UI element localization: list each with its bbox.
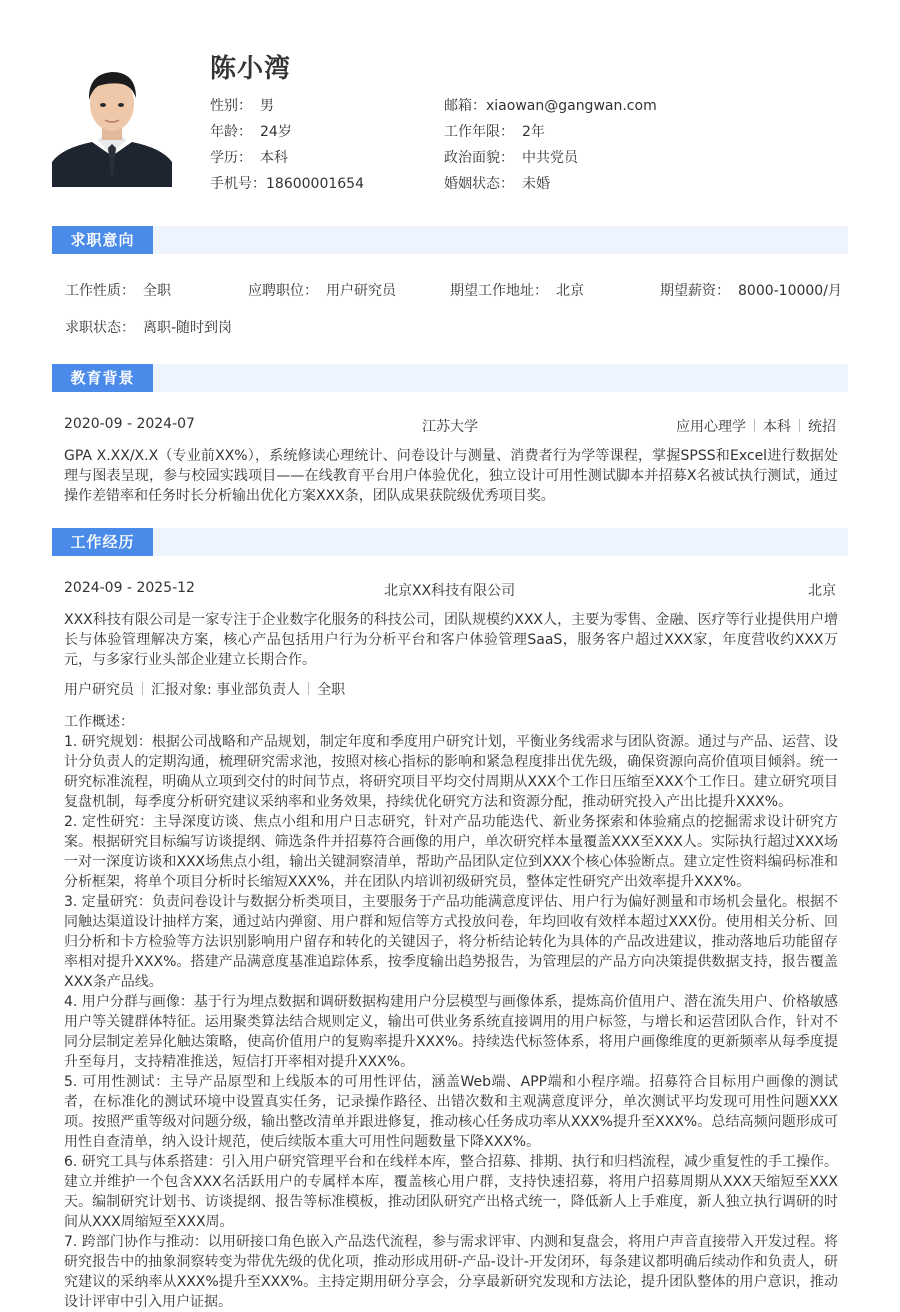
gender-field: 性别： 男 (210, 98, 274, 114)
political-status-field: 政治面貌： 中共党员 (444, 150, 578, 166)
work-years-field: 工作年限： 2年 (444, 124, 545, 140)
section-header-education (52, 364, 848, 392)
education-description: GPA X.XX/X.X（专业前XX%），系统修读心理统计、问卷设计与测量、消费者行为学等课程，掌握SPSS和Excel进行数据处理与图表呈现，参与校园实践项目——在线教育平台用户体验优化，独立设计可用性测试脚本并招募X名被试执行测试，通过操作差错率和任务时长分析输出优化方案XXX条，团队成果获院级优秀项目奖。 (64, 448, 838, 504)
section-title-education: 教育背景 (52, 364, 153, 392)
education-school: 江苏大学 (422, 419, 478, 435)
resume-header (52, 40, 852, 190)
overview-point-3: 3. 定量研究：负责问卷设计与数据分析类项目，主要服务于产品功能满意度评估、用户行为偏好测量和市场机会量化。根据不同触达渠道设计抽样方案，通过站内弹窗、用户群和短信等方式投放问卷，年均回收有效样本超过XXX份。使用相关分析、回归分析和卡方检验等方法识别影响用户留存和转化的关键因子，将分析结论转化为具体的产品改进建议，推动落地后功能留存率相对提升XXX%。搭建产品满意度基准追踪体系，按季度输出趋势报告，为管理层的产品方向决策提供数据支持，报告覆盖XXX条产品线。 (64, 894, 838, 990)
marital-status-field: 婚姻状态： 未婚 (444, 176, 550, 192)
education-level-field: 学历： 本科 (210, 150, 288, 166)
avatar-photo (52, 52, 172, 187)
overview-point-4: 4. 用户分群与画像：基于行为埋点数据和调研数据构建用户分层模型与画像体系，提炼高价值用户、潜在流失用户、价格敏感用户等关键群体特征。运用聚类算法结合规则定义，输出可供业务系统直接调用的用户标签，与增长和运营团队合作，针对不同分层制定差异化触达策略，使高价值用户的复购率提升XXX%。持续迭代标签体系，将用户画像维度的更新频率从每季度提升至每月，支持精准推送，短信打开率相对提升XXX%。 (64, 994, 838, 1070)
intention-status: 求职状态： 离职-随时到岗 (65, 320, 233, 336)
overview-point-6: 6. 研究工具与体系搭建：引入用户研究管理平台和在线样本库，整合招募、排期、执行和归档流程，减少重复性的手工操作。建立并维护一个包含XXX名活跃用户的专属样本库，覆盖核心用户群，支持快速招募，将用户招募周期从XXX天缩短至XXX天。编制研究计划书、访谈提纲、报告等标准模板，推动团队研究产出格式统一，降低新人上手难度，新人独立执行调研的时间从XXX周缩短至XXX周。 (64, 1154, 838, 1230)
intention-position: 应聘职位： 用户研究员 (248, 283, 396, 299)
age-field: 年龄： 24岁 (210, 124, 292, 140)
work-overview (64, 712, 838, 1312)
overview-point-7: 7. 跨部门协作与推动：以用研接口角色嵌入产品迭代流程，参与需求评审、内测和复盘会，将用户声音直接带入开发过程。将研究报告中的抽象洞察转变为带优先级的优化项，推动形成用研-产品-设计-开发闭环，每条建议都明确后续动作和负责人，研究建议的采纳率从XXX%提升至XXX%。主持定期用研分享会，分享最新研究发现和方法论，提升团队整体的用户意识，推动设计评审中引入用户证据。 (64, 1234, 838, 1310)
overview-point-1: 1. 研究规划：根据公司战略和产品规划，制定年度和季度用户研究计划，平衡业务线需求与团队资源。通过与产品、运营、设计分负责人的定期沟通，梳理研究需求池，按照对核心指标的影响和紧急程度排出优先级，确保资源向高价值项目倾斜。统一研究标准流程，明确从立项到交付的时间节点，将研究项目平均交付周期从XXX个工作日压缩至XXX个工作日。建立研究项目复盘机制，每季度分析研究建议采纳率和业务效果，持续优化研究方法和资源分配，推动研究投入产出比提升XXX%。 (64, 734, 838, 810)
overview-point-5: 5. 可用性测试：主导产品原型和上线版本的可用性评估，涵盖Web端、APP端和小程序端。招募符合目标用户画像的测试者，在标准化的测试环境中设置真实任务，记录操作路径、出错次数和主观满意度评分，单次测试平均发现可用性问题XXX项。按照严重等级对问题分级，输出整改清单并跟进修复，推动核心任务成功率从XXX%提升至XXX%。总结高频问题形成可用性自查清单，纳入设计规范，使后续版本重大可用性问题数量下降XXX%。 (64, 1074, 838, 1150)
work-city: 北京 (808, 583, 836, 599)
section-title-work: 工作经历 (52, 528, 153, 556)
work-company: 北京XX科技有限公司 (384, 583, 516, 599)
work-role-meta: 用户研究员 汇报对象: 事业部负责人 全职 (64, 682, 346, 698)
intention-salary: 期望薪资： 8000-10000/月 (660, 283, 842, 299)
overview-title: 工作概述： (64, 714, 134, 730)
person-portrait-icon (52, 52, 172, 187)
work-period: 2024-09 - 2025-12 (64, 580, 195, 596)
education-meta: 应用心理学 本科 统招 (676, 419, 836, 435)
section-header-intention (52, 226, 848, 254)
intention-location: 期望工作地址： 北京 (450, 283, 584, 299)
email-field: 邮箱：xiaowan@gangwan.com (444, 98, 657, 114)
overview-point-2: 2. 定性研究：主导深度访谈、焦点小组和用户日志研究，针对产品功能迭代、新业务探索和体验痛点的挖掘需求设计研究方案。根据研究目标编写访谈提纲、筛选条件并招募符合画像的用户，单次研究样本量覆盖XXX至XXX人。实际执行超过XXX场一对一深度访谈和XXX场焦点小组，输出关键洞察清单，帮助产品团队定位到XXX个核心体验断点。建立定性资料编码标准和分析框架，将单个项目分析时长缩短XXX%，并在团队内培训初级研究员，整体定性研究产出效率提升XXX%。 (64, 814, 838, 890)
section-header-work (52, 528, 848, 556)
section-title-intention: 求职意向 (52, 226, 153, 254)
phone-field: 手机号：18600001654 (210, 176, 364, 192)
company-description: XXX科技有限公司是一家专注于企业数字化服务的科技公司，团队规模约XXX人，主要为零售、金融、医疗等行业提供用户增长与体验管理解决方案，核心产品包括用户行为分析平台和客户体验管理SaaS，服务客户超过XXX家，年度营收约XXX万元，与多家行业头部企业建立长期合作。 (64, 612, 838, 668)
candidate-name: 陈小湾 (210, 54, 292, 84)
education-period: 2020-09 - 2024-07 (64, 416, 195, 432)
intention-job-type: 工作性质： 全职 (65, 283, 171, 299)
